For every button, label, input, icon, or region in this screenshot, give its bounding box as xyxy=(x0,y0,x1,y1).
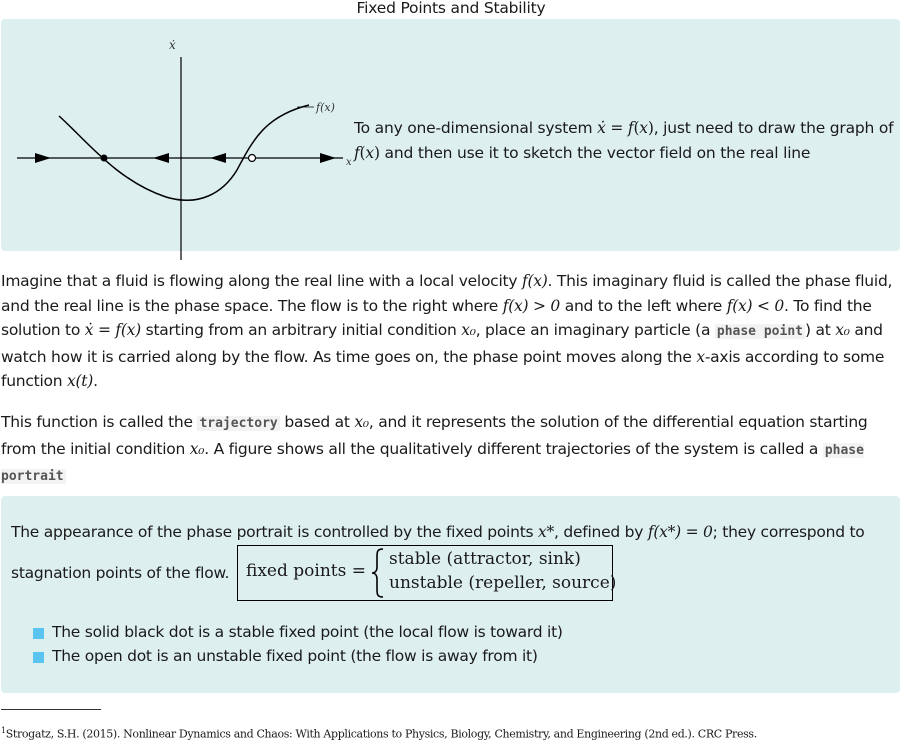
figure-caption: To any one-dimensional system ẋ = f(x), just need to draw the graph of f(x) and then use it to sketch the vector field on the real line xyxy=(354,119,894,162)
footnote-divider xyxy=(1,709,101,710)
curve-label: f(x) xyxy=(316,101,335,114)
term-trajectory: trajectory xyxy=(199,416,278,431)
intro-callout xyxy=(1,19,900,251)
fixed-points-label: fixed points = xyxy=(246,561,366,581)
footnote: $^1$Strogatz, S.H. (2015). Nonlinear Dynamics and Chaos: With Applications to Physics, Biology, Chemistry, and Engineering (2nd ed.). CRC Press. xyxy=(1,726,757,741)
function-curve xyxy=(59,105,309,200)
stable-fixed-point xyxy=(101,155,108,162)
page-title: Fixed Points and Stability xyxy=(356,0,546,17)
term-phase-point: phase point xyxy=(716,324,803,339)
fixed-points-equation xyxy=(237,545,617,601)
flow-arrow-right-2 xyxy=(320,153,336,163)
phase-line-figure xyxy=(13,37,353,263)
unstable-case: unstable (repeller, source) xyxy=(389,573,617,593)
square-bullet-icon xyxy=(33,652,44,663)
term-phase-portrait: phase portrait xyxy=(1,442,864,484)
flow-arrow-right-1 xyxy=(35,153,51,163)
x-axis-label: x xyxy=(346,157,352,168)
unstable-fixed-point xyxy=(249,155,256,162)
y-axis-label: ẋ xyxy=(169,38,176,52)
fixed-points-intro-cont: stagnation points of the flow. xyxy=(11,564,230,582)
flow-arrow-left-2 xyxy=(210,153,226,163)
flow-arrow-left-1 xyxy=(153,153,169,163)
square-bullet-icon xyxy=(33,628,44,639)
paragraph-trajectory: This function is called the trajectory based at x₀, and it represents the solution of the differential equation starting from the initial condition x₀. A figure shows all the qualitatively different trajectories of the system is called a phase portrait xyxy=(1,413,868,484)
fixed-points-intro: The appearance of the phase portrait is controlled by the fixed points x*, defined by f(x*) = 0; they correspond to xyxy=(11,523,865,541)
left-brace-icon xyxy=(371,547,385,599)
fixed-points-callout: The appearance of the phase portrait is controlled by the fixed points x*, defined by f(x*) = 0; they correspond to stagnation points of the flow. fixed points = stable (attractor, sink) unstable (repeller, source) The solid black dot is a stable fixed point (the local flow is toward it) The open dot is an unstable fixed point (the flow is away from it) xyxy=(1,496,900,693)
paragraph-phase-fluid: Imagine that a fluid is flowing along the real line with a local velocity f(x). This imaginary fluid is called the phase fluid, and the real line is the phase space. The flow is to the right where f(x) > 0 and to the left where f(x) < 0. To find the solution to ẋ = f(x) starting from an arbitrary initial condition x₀, place an imaginary particle (a phase point ) at x₀ and watch how it is carried along by the flow. As time goes on, the phase point moves along the x-axis according to some function x(t). xyxy=(1,272,893,390)
stable-case: stable (attractor, sink) xyxy=(389,549,581,569)
